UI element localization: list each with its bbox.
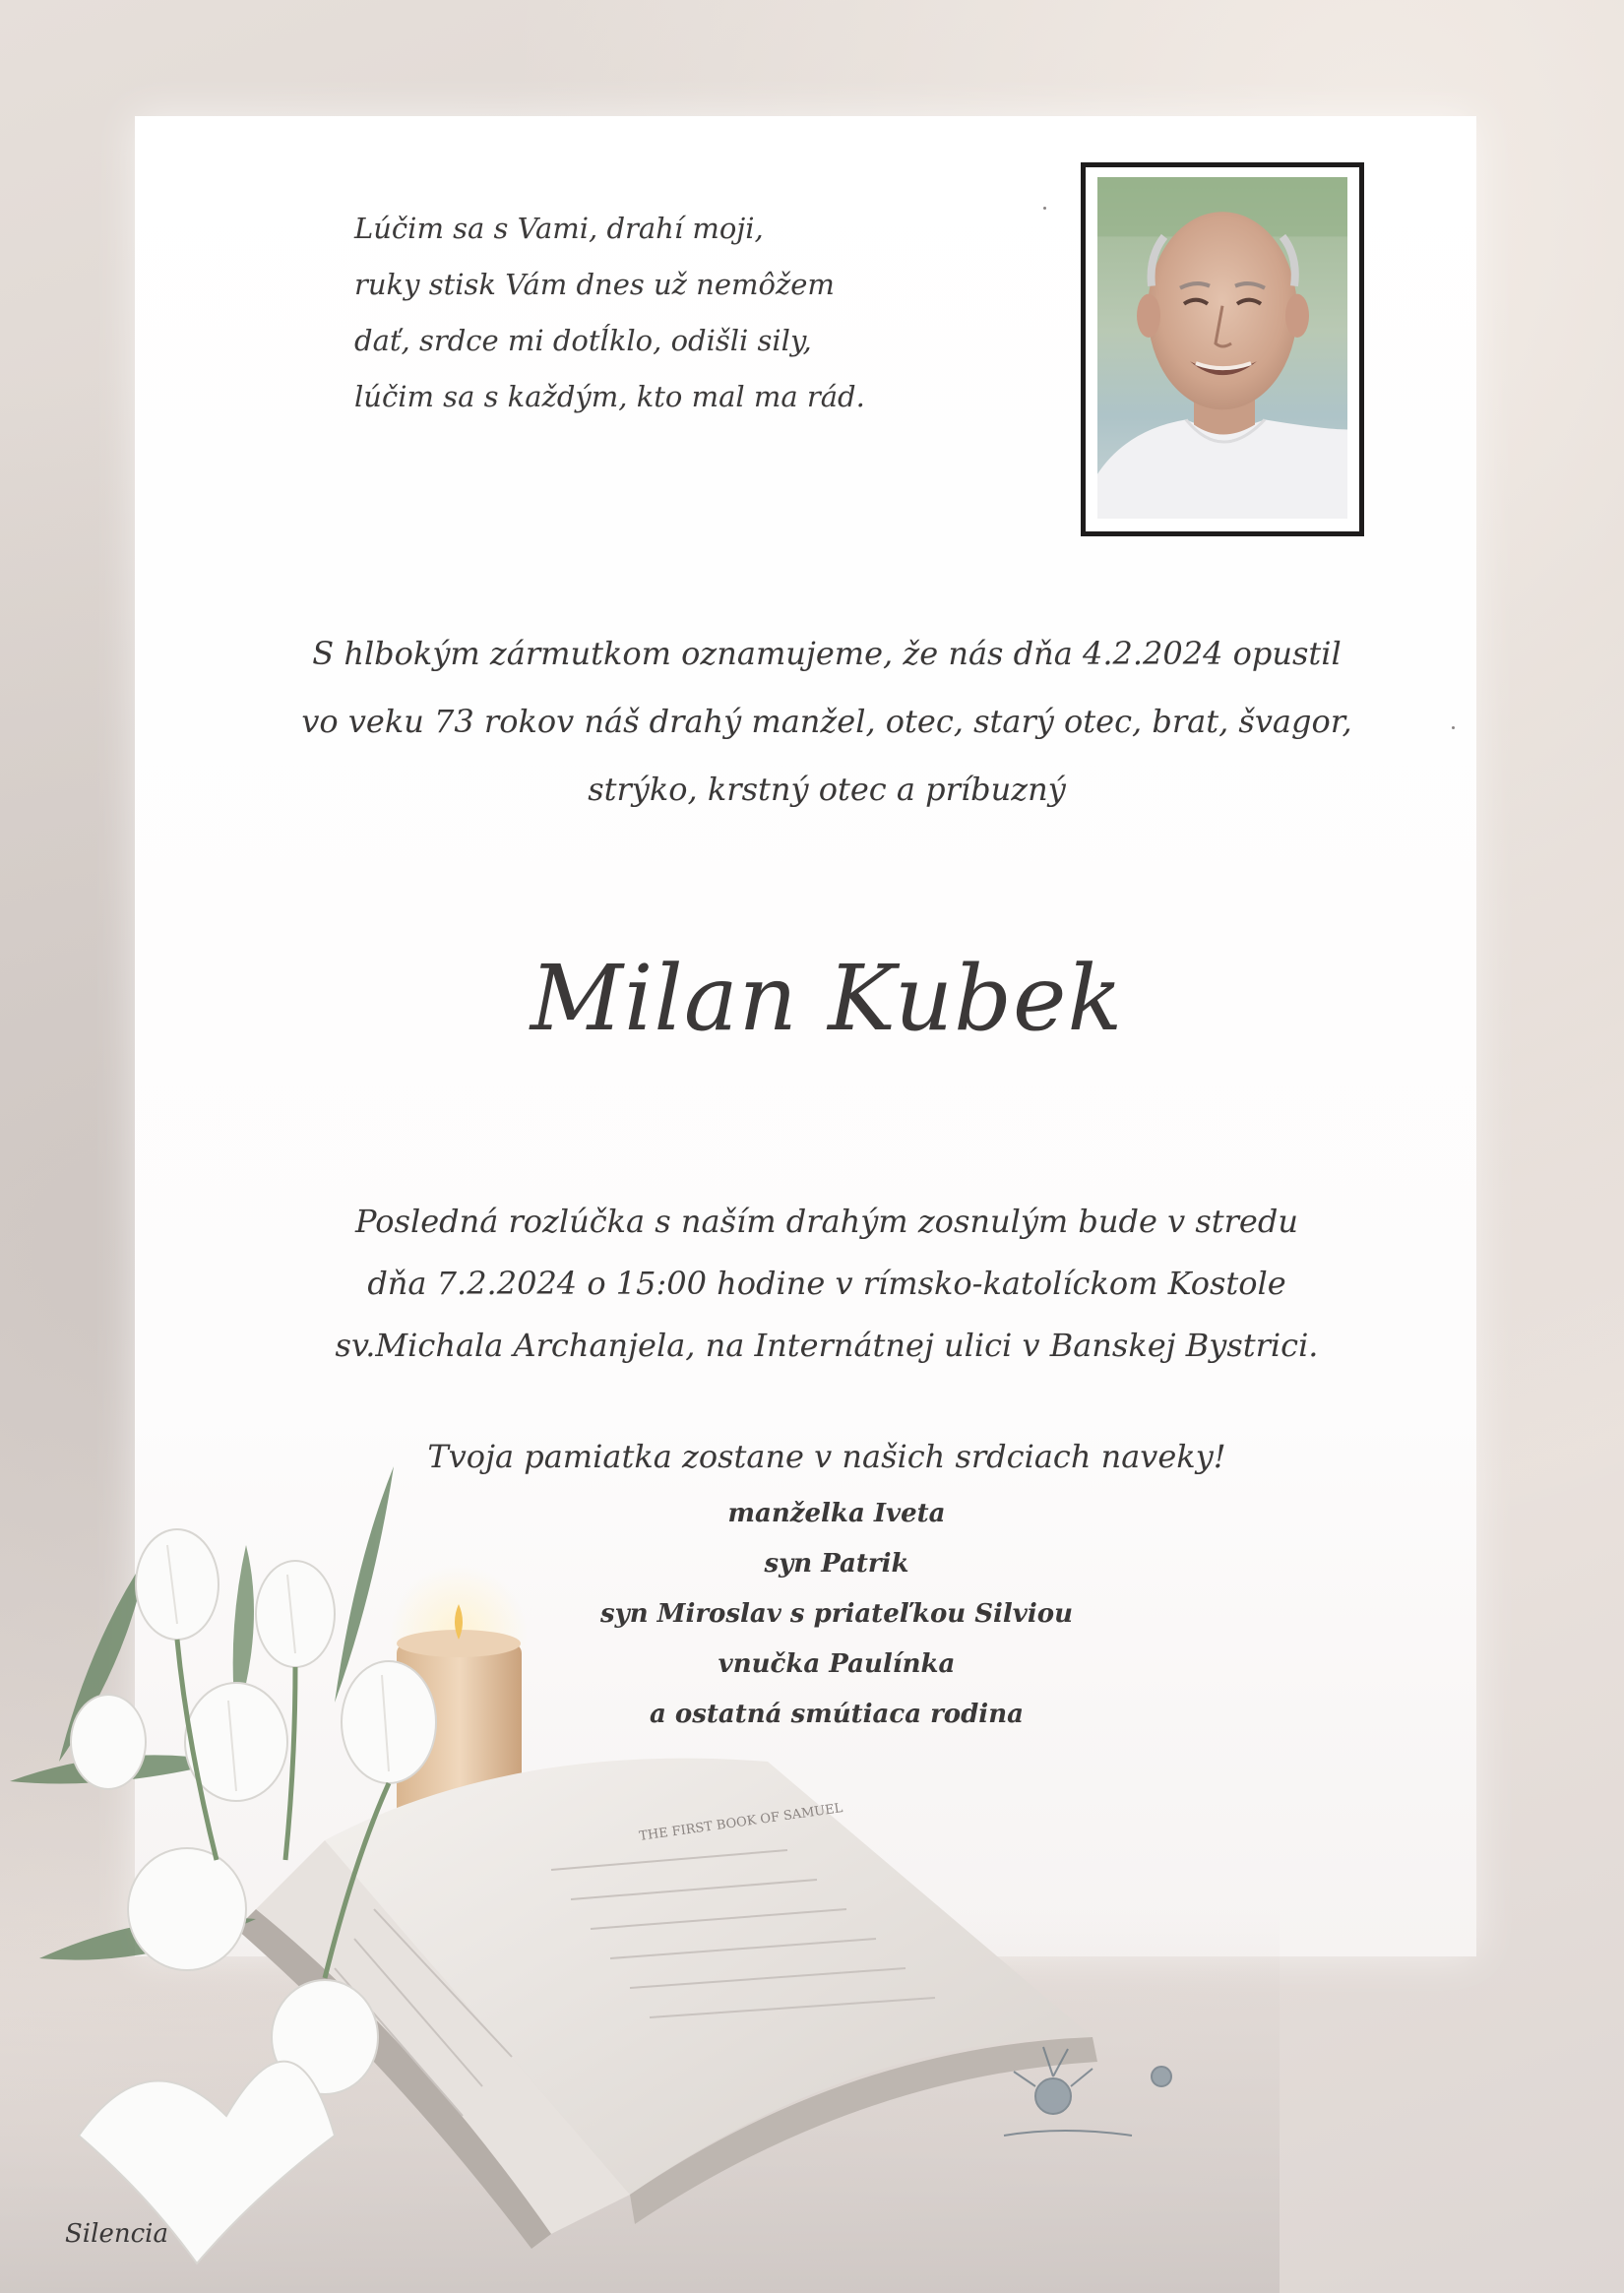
speck <box>1452 726 1455 729</box>
announcement-line: strýko, krstný otec a príbuzný <box>588 771 1066 808</box>
brand-label: Silencia <box>65 2219 168 2249</box>
funeral-details <box>295 1191 1358 1377</box>
poem-line: ruky stisk Vám dnes už nemôžem <box>354 268 835 301</box>
family-member: a ostatná smútiaca rodina <box>650 1700 1024 1729</box>
portrait-photo <box>1097 177 1347 519</box>
announcement-line: S hlbokým zármutkom oznamujeme, že nás dňa 4.2.2024 opustil <box>312 635 1342 672</box>
portrait-frame <box>1081 162 1364 536</box>
funeral-line: Posledná rozlúčka s naším drahým zosnulým bude v stredu <box>355 1203 1298 1240</box>
speck <box>1043 207 1046 210</box>
deceased-name: Milan Kubek <box>530 946 1124 1051</box>
family-member: syn Patrik <box>764 1549 909 1579</box>
poem-line: Lúčim sa s Vami, drahí moji, <box>354 212 764 245</box>
memory-line: Tvoja pamiatka zostane v našich srdciach naveky! <box>427 1438 1226 1475</box>
farewell-poem <box>354 201 906 425</box>
poem-line: dať, srdce mi dotĺklo, odišli sily, <box>354 324 812 357</box>
funeral-line: dňa 7.2.2024 o 15:00 hodine v rímsko-katolíckom Kostole <box>367 1265 1286 1302</box>
funeral-line: sv.Michala Archanjela, na Internátnej ulici v Banskej Bystrici. <box>335 1327 1319 1364</box>
family-member: syn Miroslav s priateľkou Silviou <box>599 1599 1074 1629</box>
poem-line: lúčim sa s každým, kto mal ma rád. <box>354 380 865 413</box>
family-member: vnučka Paulínka <box>718 1649 956 1679</box>
book-heading: THE FIRST BOOK OF SAMUEL <box>638 1801 844 1844</box>
mourning-family <box>394 1489 1280 1740</box>
family-member: manželka Iveta <box>727 1499 946 1528</box>
portrait-mat <box>1086 167 1359 531</box>
death-announcement <box>295 620 1358 824</box>
announcement-line: vo veku 73 rokov náš drahý manžel, otec, starý otec, brat, švagor, <box>301 703 1352 740</box>
